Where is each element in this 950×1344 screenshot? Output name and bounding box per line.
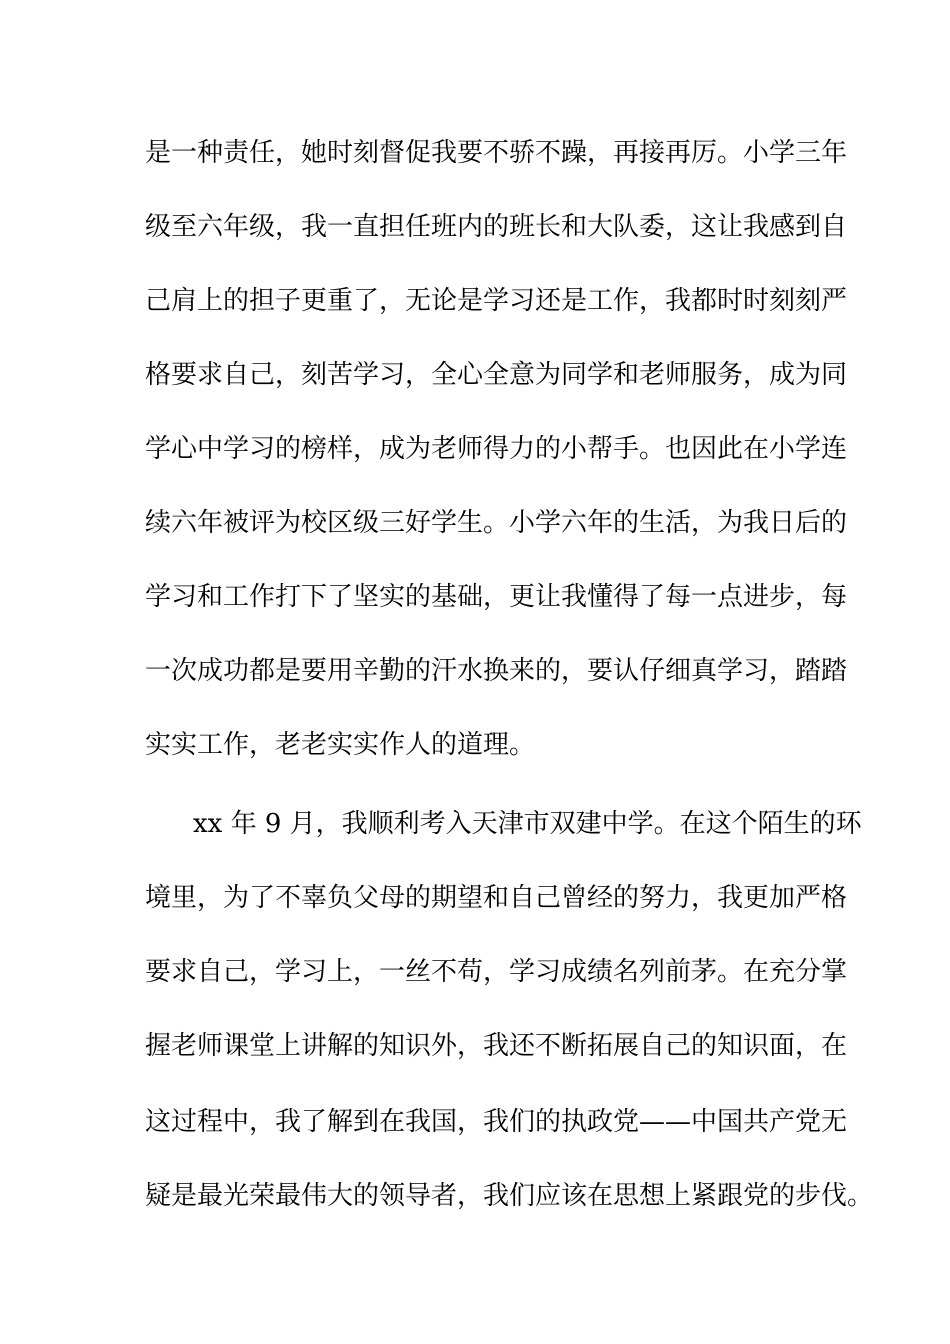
text-line: 实实工作，老老实实作人的道理。: [145, 730, 536, 760]
text-line: 疑是最光荣最伟大的领导者，我们应该在思想上紧跟党的步伐。: [145, 1181, 874, 1211]
text-line: 级至六年级，我一直担任班内的班长和大队委，这让我感到自: [145, 212, 848, 242]
text-line: 格要求自己，刻苦学习，全心全意为同学和老师服务，成为同: [145, 360, 848, 390]
text-line: 要求自己，学习上，一丝不苟，学习成绩名列前茅。在充分掌: [145, 957, 848, 987]
text-line: 是一种责任，她时刻督促我要不骄不躁，再接再厉。小学三年: [145, 138, 848, 168]
text-line: 一次成功都是要用辛勤的汗水换来的，要认仔细真学习，踏踏: [145, 656, 848, 686]
text-line: 握老师课堂上讲解的知识外，我还不断拓展自己的知识面，在: [145, 1031, 848, 1061]
text-line: 学心中学习的榜样，成为老师得力的小帮手。也因此在小学连: [145, 434, 848, 464]
text-line: 己肩上的担子更重了，无论是学习还是工作，我都时时刻刻严: [145, 286, 848, 316]
text-line: 学习和工作打下了坚实的基础，更让我懂得了每一点进步，每: [145, 582, 848, 612]
paragraph-start-line: xx 年 9 月，我顺利考入天津市双建中学。在这个陌生的环: [193, 809, 862, 839]
text-line: 续六年被评为校区级三好学生。小学六年的生活，为我日后的: [145, 508, 848, 538]
text-line: 境里，为了不辜负父母的期望和自己曾经的努力，我更加严格: [145, 883, 848, 913]
text-line: 这过程中，我了解到在我国，我们的执政党——中国共产党无: [145, 1107, 848, 1137]
